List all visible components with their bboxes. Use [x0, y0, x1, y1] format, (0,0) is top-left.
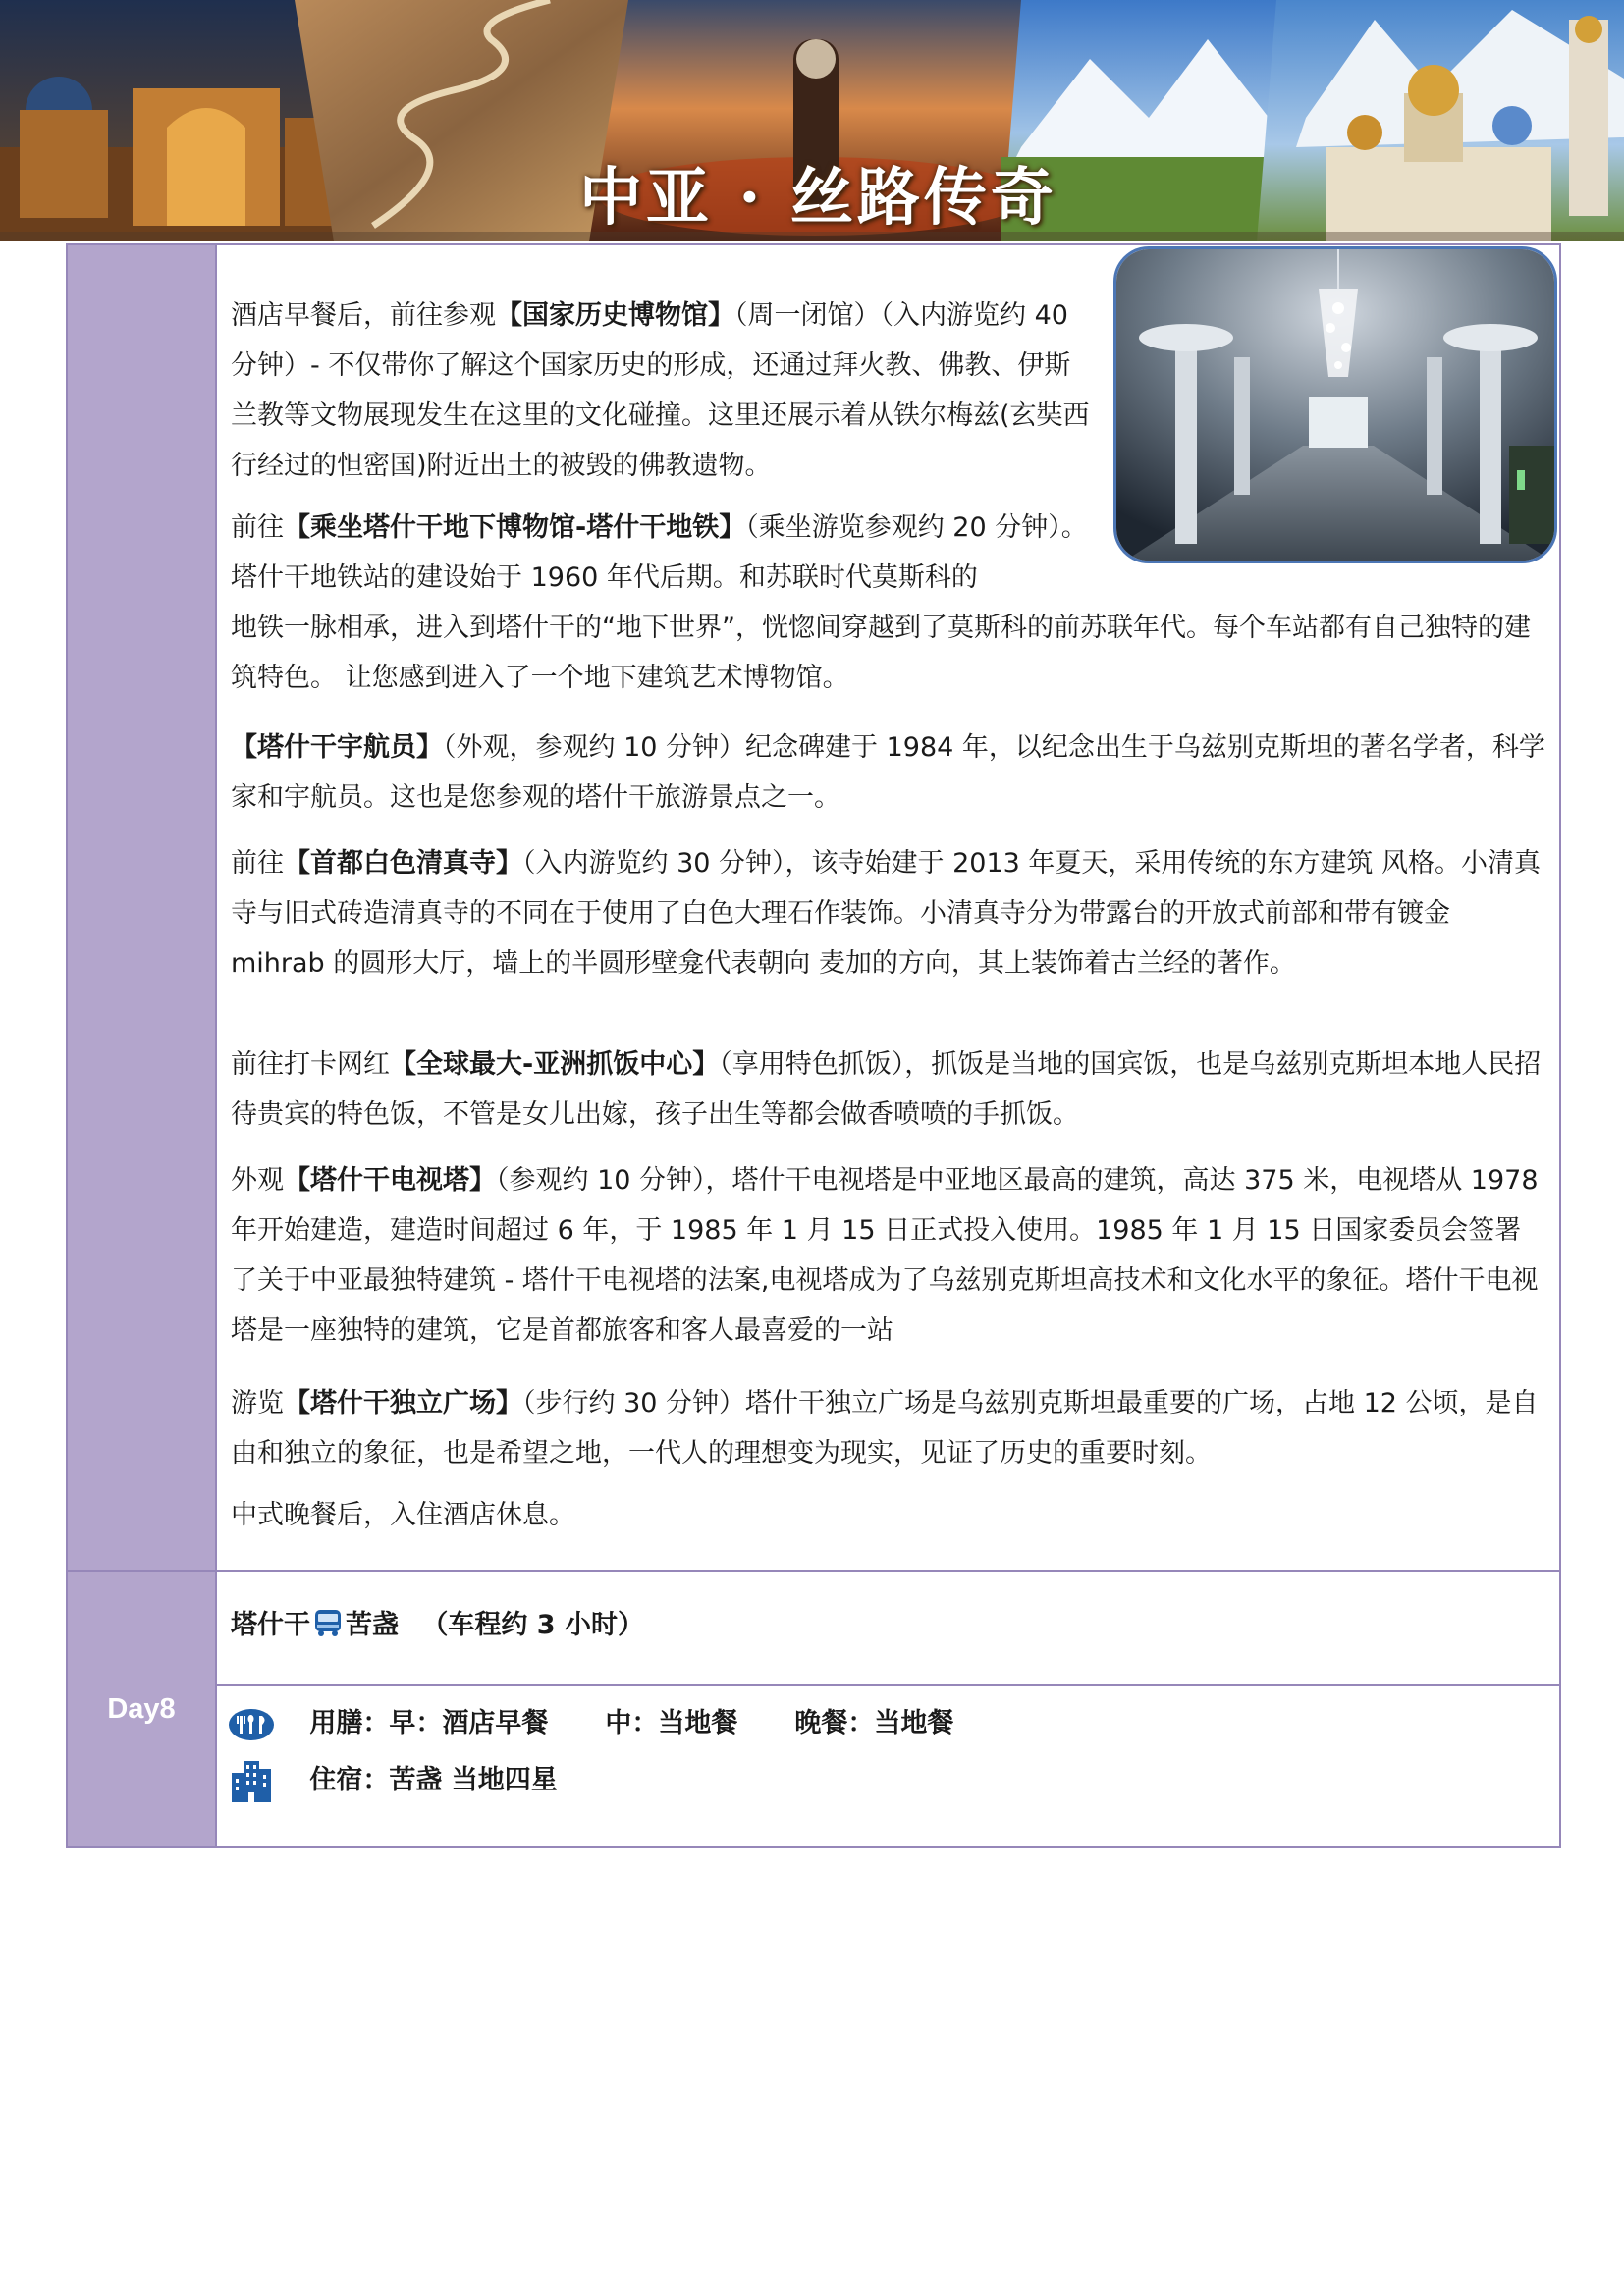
attraction-plov-center: 【全球最大-亚洲抓饭中心】 [390, 1049, 720, 1080]
route-note: （车程约 3 小时） [421, 1610, 644, 1640]
metro-station-image [1116, 249, 1557, 563]
attraction-history-museum: 【国家历史博物馆】 [496, 300, 734, 331]
utensils-icon [228, 1708, 275, 1741]
paragraph-dinner: 中式晚餐后，入住酒店休息。 [231, 1500, 575, 1530]
tashkent-metro-photo [1113, 246, 1557, 563]
hotel-label: 住宿：苦盏 当地四星 [309, 1764, 558, 1795]
paragraph-independence-square: 游览【塔什干独立广场】（步行约 30 分钟）塔什干独立广场是乌兹别克斯坦最重要的广场，占地 12 公顷，是自由和独立的象征，也是希望之地，一代人的理想变为现实，见证了历史的重要时刻。 [231, 1388, 1539, 1468]
route-divider [216, 1684, 1561, 1686]
paragraph-white-mosque: 前往【首都白色清真寺】（入内游览约 30 分钟），该寺始建于 2013 年夏天，采用传统的东方建筑 风格。小清真寺与旧式砖造清真寺的不同在于使用了白色大理石作装饰。小清真寺分为带露台的开放式前部和带有镀金 mihrab 的圆形大厅，墙上的半圆形壁龛代表朝向 麦加的方向，其上装饰着古兰经的著作。 [231, 848, 1541, 979]
column-divider [215, 243, 217, 1848]
paragraph-history-museum: 酒店早餐后，前往参观【国家历史博物馆】（周一闭馆）（入内游览约 40 分钟）- 不仅带你了解这个国家历史的形成，还通过拜火教、佛教、伊斯兰教等文物展现发生在这里的文化碰撞。这里还展示着从铁尔梅兹(玄奘西行经过的怛密国)附近出土的被毁的佛教遗物。 [231, 300, 1090, 481]
bus-icon [312, 1607, 344, 1638]
lunch-label: 中：当地餐 [605, 1708, 738, 1738]
breakfast-label: 用膳：早：酒店早餐 [309, 1708, 549, 1738]
building-icon [228, 1757, 275, 1804]
attraction-cosmonaut: 【塔什干宇航员】 [231, 732, 443, 763]
meals-row [228, 1701, 953, 1741]
paragraph-tv-tower: 外观【塔什干电视塔】（参观约 10 分钟），塔什干电视塔是中亚地区最高的建筑，高达 375 米，电视塔从 1978 年开始建造，建造时间超过 6 年，于 1985 年 1 月 15 日正式投入使用。1985 年 1 月 15 日国家委员会签署了关于中亚最独特建筑 - 塔什干电视塔的法案,电视塔成为了乌兹别克斯坦高技术和文化水平的象征。塔什干电视塔是一座独特的建筑，它是首都旅客和客人最喜爱的一站 [231, 1165, 1539, 1346]
row-divider [66, 1570, 1561, 1572]
paragraph-metro-continued: 地铁一脉相承，进入到塔什干的“地下世界”，恍惚间穿越到了莫斯科的前苏联年代。每个车站都有自己独特的建筑特色。 让您感到进入了一个地下建筑艺术博物馆。 [231, 613, 1531, 693]
paragraph-cosmonaut: 【塔什干宇航员】（外观，参观约 10 分钟）纪念碑建于 1984 年，以纪念出生于乌兹别克斯坦的著名学者，科学家和宇航员。这也是您参观的塔什干旅游景点之一。 [231, 732, 1545, 813]
banner-title: 中亚 · 丝路传奇 [579, 161, 1057, 235]
attraction-white-mosque: 【首都白色清真寺】 [284, 848, 522, 879]
attraction-independence-square: 【塔什干独立广场】 [284, 1388, 522, 1418]
route-from: 塔什干 [231, 1610, 310, 1640]
hotel-row [228, 1757, 558, 1804]
day8-route [231, 1603, 644, 1641]
dinner-label: 晚餐：当地餐 [794, 1708, 954, 1738]
day-label: Day8 [107, 1693, 176, 1725]
header-banner [0, 0, 1624, 241]
route-to: 苦盏 [346, 1610, 399, 1640]
attraction-tv-tower: 【塔什干电视塔】 [284, 1165, 496, 1196]
attraction-metro: 【乘坐塔什干地下博物馆-塔什干地铁】 [284, 512, 746, 543]
paragraph-plov-center: 前往打卡网红【全球最大-亚洲抓饭中心】（享用特色抓饭），抓饭是当地的国宾饭，也是乌兹别克斯坦本地人民招待贵宾的特色饭，不管是女儿出嫁，孩子出生等都会做香喷喷的手抓饭。 [231, 1049, 1542, 1130]
paragraph-metro: 前往【乘坐塔什干地下博物馆-塔什干地铁】（乘坐游览参观约 20 分钟）。塔什干地铁站的建设始于 1960 年代后期。和苏联时代莫斯科的 [231, 512, 1088, 593]
